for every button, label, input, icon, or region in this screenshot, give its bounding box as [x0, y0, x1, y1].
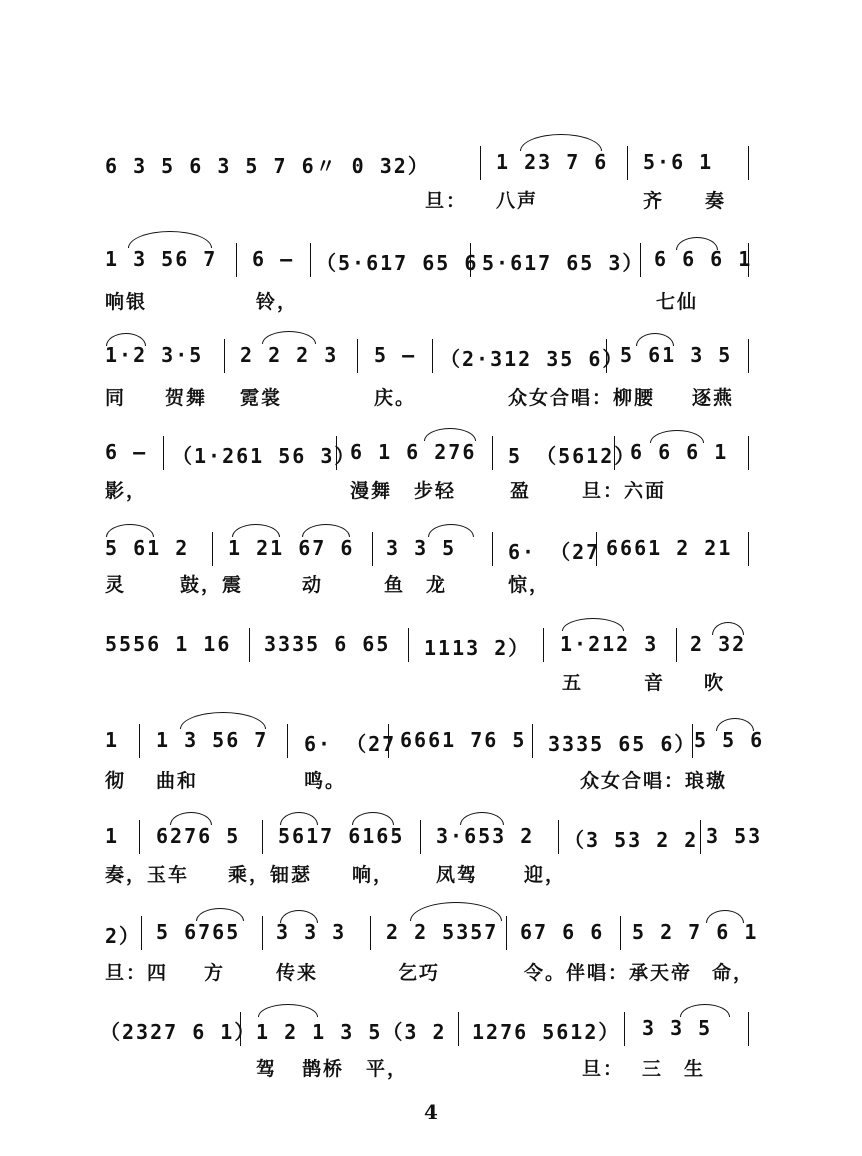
- measure: 3 3 5: [642, 1016, 713, 1040]
- measure: （2·312 35 6）: [440, 347, 625, 371]
- lyric: 步轻: [414, 480, 457, 502]
- lyric: 凤驾: [436, 864, 479, 886]
- slur: [232, 524, 280, 537]
- slur: [128, 231, 212, 248]
- measure: 1113 2）: [424, 636, 531, 660]
- lyric: 庆。: [374, 387, 417, 409]
- measure: 6 1 6 276: [350, 440, 477, 464]
- slur: [706, 910, 744, 923]
- lyric: 驾: [256, 1058, 278, 1080]
- measure: 1: [105, 824, 120, 848]
- measure: 5617 6165: [278, 824, 405, 848]
- measure: 6276 5: [156, 824, 241, 848]
- slur: [106, 524, 154, 537]
- measure: 5·617 65 3）: [482, 251, 645, 275]
- measure: 1 3 56 7: [156, 728, 269, 752]
- barline: [336, 436, 337, 470]
- slur: [428, 524, 474, 537]
- lyric: 影，: [105, 480, 148, 502]
- measure: 5 61 2: [105, 536, 190, 560]
- slur: [410, 902, 502, 921]
- barline: [163, 436, 164, 470]
- measure: 2 2 2 3: [240, 343, 339, 367]
- measure: 5 （5612）: [508, 444, 637, 468]
- slur: [520, 134, 602, 151]
- barline: [640, 243, 641, 277]
- measure: 5556 1 16: [105, 632, 232, 656]
- lyric: 鸣。: [304, 770, 347, 792]
- measure: 3·653 2: [436, 824, 535, 848]
- barline: [262, 916, 263, 950]
- slur: [650, 430, 704, 443]
- measure: 1·212 3: [560, 632, 659, 656]
- measure: 2 32: [690, 632, 747, 656]
- measure: 5 –: [374, 343, 417, 367]
- barline: [606, 339, 607, 373]
- measure: 1276 5612）: [472, 1020, 621, 1044]
- measure: 6661 2 21: [606, 536, 733, 560]
- barline: [748, 146, 749, 180]
- measure: 2）: [105, 924, 142, 948]
- lyric: 鱼: [384, 574, 406, 596]
- lyric: 鹊桥: [302, 1058, 345, 1080]
- measure: 1: [105, 728, 120, 752]
- slur: [562, 618, 624, 631]
- slur: [302, 524, 350, 537]
- lyric: 逐燕: [692, 387, 735, 409]
- lyric: 旦：: [425, 190, 468, 212]
- barline: [224, 339, 225, 373]
- barline: [492, 532, 493, 566]
- barline: [310, 243, 311, 277]
- lyric: 三: [642, 1058, 664, 1080]
- lyric: 鼓，震: [180, 574, 244, 596]
- barline: [408, 628, 409, 662]
- slur: [180, 712, 266, 729]
- lyric: 令。伴唱：承天帝: [524, 962, 693, 984]
- lyric: 灵: [105, 574, 127, 596]
- measure: （5·617 65 6: [316, 251, 479, 275]
- lyric: 盈: [510, 480, 532, 502]
- lyric: 旦：: [582, 1058, 625, 1080]
- barline: [700, 820, 701, 854]
- barline: [748, 436, 749, 470]
- slur: [280, 910, 318, 923]
- measure: 6661 76 5: [400, 728, 527, 752]
- lyric: 众女合唱：柳腰: [508, 387, 656, 409]
- lyric: 响，: [352, 864, 395, 886]
- measure: 6· （27: [304, 732, 397, 756]
- lyric: 方: [204, 962, 226, 984]
- measure: 6· （27: [508, 540, 601, 564]
- barline: [139, 724, 140, 758]
- slur: [460, 812, 504, 825]
- lyric: 迎，: [524, 864, 567, 886]
- slur: [636, 333, 674, 346]
- lyric: 奏，玉车: [105, 864, 190, 886]
- measure: 67 6 6: [520, 920, 605, 944]
- lyric: 乞巧: [398, 962, 441, 984]
- barline: [620, 916, 621, 950]
- barline: [624, 1012, 625, 1046]
- barline: [372, 532, 373, 566]
- measure: 6 3 5 6 3 5 7 6〃 0 32）: [105, 154, 430, 178]
- measure: （2327 6 1）: [100, 1020, 257, 1044]
- measure: 5 5 6: [694, 728, 765, 752]
- barline: [139, 820, 140, 854]
- measure: 1 21 67 6: [228, 536, 355, 560]
- lyric: 曲和: [156, 770, 199, 792]
- slur: [262, 331, 316, 344]
- measure: （1·261 56 3）: [172, 444, 357, 468]
- lyric: 奏: [705, 190, 727, 212]
- barline: [240, 1012, 241, 1046]
- lyric: 乘，钿瑟: [228, 864, 313, 886]
- lyric: 霓裳: [240, 387, 283, 409]
- slur: [170, 812, 212, 825]
- measure: （3 53 2 2: [564, 828, 699, 852]
- lyric: 五: [562, 672, 584, 694]
- measure: 3 3 3: [276, 920, 347, 944]
- barline: [506, 916, 507, 950]
- barline: [370, 916, 371, 950]
- barline: [141, 916, 142, 950]
- lyric: 同: [105, 387, 127, 409]
- lyric: 彻: [105, 770, 127, 792]
- lyric: 动: [302, 574, 324, 596]
- slur: [280, 812, 318, 825]
- lyric: 漫舞: [350, 480, 393, 502]
- lyric: 惊，: [508, 574, 551, 596]
- lyric: 旦：六面: [582, 480, 667, 502]
- measure: 3335 65 6）: [548, 732, 697, 756]
- slur: [712, 622, 744, 635]
- barline: [458, 1012, 459, 1046]
- barline: [748, 339, 749, 373]
- slur: [258, 1004, 318, 1017]
- barline: [596, 532, 597, 566]
- measure: 5·6 1: [643, 150, 714, 174]
- barline: [420, 820, 421, 854]
- barline: [287, 724, 288, 758]
- barline: [676, 628, 677, 662]
- lyric: 响银: [105, 291, 148, 313]
- barline: [249, 628, 250, 662]
- lyric: 旦：四: [105, 962, 169, 984]
- measure: 5 61 3 5: [620, 343, 733, 367]
- barline: [432, 339, 433, 373]
- barline: [480, 146, 481, 180]
- measure: 6 –: [105, 440, 148, 464]
- lyric: 铃，: [256, 291, 299, 313]
- barline: [748, 532, 749, 566]
- lyric: 平，: [366, 1058, 409, 1080]
- measure: 3 53: [706, 824, 763, 848]
- slur: [676, 237, 718, 250]
- barline: [627, 146, 628, 180]
- measure: 1 2 1 3 5（3 2: [256, 1020, 447, 1044]
- barline: [388, 724, 389, 758]
- barline: [558, 820, 559, 854]
- lyric: 生: [684, 1058, 706, 1080]
- measure: 1 23 7 6: [496, 150, 609, 174]
- barline: [748, 1012, 749, 1046]
- page-number: 4: [424, 1100, 438, 1124]
- lyric: 吹: [704, 672, 726, 694]
- lyric: 众女合唱：琅璈: [580, 770, 728, 792]
- measure: 3 3 5: [386, 536, 457, 560]
- barline: [532, 724, 533, 758]
- measure: 1 3 56 7: [105, 247, 218, 271]
- measure: 3335 6 65: [264, 632, 391, 656]
- lyric: 命，: [712, 962, 755, 984]
- barline: [692, 724, 693, 758]
- lyric: 贺舞: [165, 387, 208, 409]
- barline: [470, 243, 471, 277]
- lyric: 七仙: [656, 291, 699, 313]
- measure: 5 2 7 6 1: [632, 920, 759, 944]
- lyric: 齐: [643, 190, 665, 212]
- barline: [492, 436, 493, 470]
- measure: 6 –: [252, 247, 295, 271]
- barline: [357, 339, 358, 373]
- lyric: 音: [644, 672, 666, 694]
- barline: [212, 532, 213, 566]
- measure: 6 6 6 1: [630, 440, 729, 464]
- lyric: 龙: [426, 574, 448, 596]
- barline: [614, 436, 615, 470]
- slur: [716, 718, 754, 731]
- slur: [106, 333, 146, 346]
- slur: [196, 908, 244, 921]
- lyric: 传来: [276, 962, 319, 984]
- slur: [352, 812, 394, 825]
- measure: 5 6765: [156, 920, 241, 944]
- lyric: 八声: [496, 190, 539, 212]
- measure: 6 6 6 1: [654, 247, 753, 271]
- barline: [748, 243, 749, 277]
- slur: [680, 1004, 730, 1017]
- barline: [236, 243, 237, 277]
- barline: [262, 820, 263, 854]
- slur: [424, 428, 476, 441]
- measure: 1·2 3·5: [105, 343, 204, 367]
- measure: 2 2 5357: [386, 920, 499, 944]
- barline: [543, 628, 544, 662]
